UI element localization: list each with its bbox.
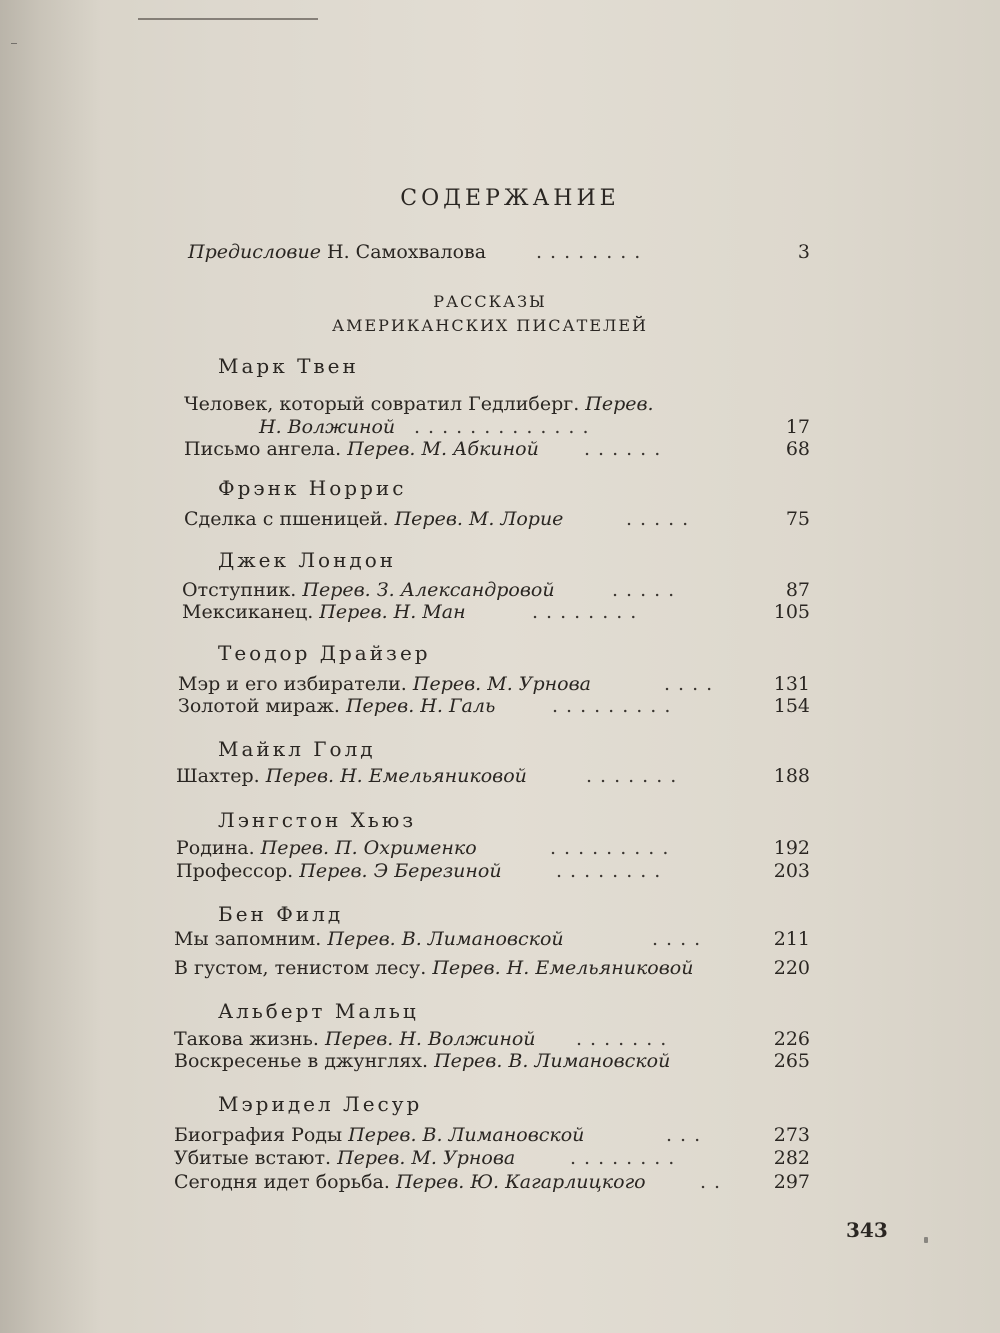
author-name: Майкл Голд [218,737,376,761]
work-line [182,600,810,624]
page-number: 131 [773,673,810,695]
page-number: 68 [785,438,810,460]
author-name: Марк Твен [218,354,359,378]
section-title-line1: РАССКАЗЫ [433,292,547,311]
work-title: Мексиканец. Перев. Н. Ман [182,601,466,623]
paper-mark [924,1237,928,1243]
leader-dots: ..... [612,579,683,601]
work-title: Такова жизнь. Перев. Н. Волжиной [174,1028,536,1050]
page-number: 154 [773,695,810,717]
preface-text [188,240,486,264]
preface-label: Предисловие [188,241,321,263]
paper-mark [11,43,17,44]
page-number: 226 [773,1028,810,1050]
leader-dots: ............. [414,416,597,438]
work-line [182,578,810,602]
author-name: Бен Филд [218,902,344,926]
work-line [174,1049,810,1073]
leader-dots: ........ [570,1147,683,1169]
work-title: Человек, который совратил Гедлиберг. Перев. [184,393,654,415]
author-name: Теодор Драйзер [218,641,431,665]
page-folio: 343 [846,1218,888,1242]
work-line [184,437,810,461]
page-number: 273 [773,1124,810,1146]
leader-dots: ......... [550,837,677,859]
work-title: Убитые встают. Перев. М. Урнова [174,1147,516,1169]
work-title: Воскресенье в джунглях. Перев. В. Лимановской [174,1050,671,1072]
leader-dots: ......... [552,695,679,717]
page-number: 87 [785,579,810,601]
work-title: В густом, тенистом лесу. Перев. Н. Емельяниковой [174,957,694,979]
work-line [178,672,810,696]
contents-page [170,186,820,1193]
author-name: Фрэнк Норрис [218,476,407,500]
work-title: Отступник. Перев. З. Александровой [182,579,555,601]
work-line [174,1146,810,1170]
work-title: Профессор. Перев. Э Березиной [176,860,502,882]
page-number: 17 [785,416,810,438]
work-line [176,859,810,883]
page-number: 211 [773,928,810,950]
leader-dots: ....... [586,765,685,787]
page-number: 282 [773,1147,810,1169]
section-title-line2: АМЕРИКАНСКИХ ПИСАТЕЛЕЙ [331,316,648,335]
work-title: Сделка с пшеницей. Перев. М. Лорие [184,508,564,530]
translator-name: Н. Волжиной [259,416,396,438]
leader-dots: ... [666,1124,709,1146]
work-title: Золотой мираж. Перев. Н. Галь [178,695,496,717]
author-name: Мэридел Лесур [218,1092,423,1116]
author-name: Альберт Мальц [218,999,419,1023]
work-line [174,1170,810,1194]
work-title: Письмо ангела. Перев. М. Абкиной [184,438,539,460]
leader-dots: .... [664,673,721,695]
page-number: 105 [773,601,810,623]
work-line [174,1123,810,1147]
author-name: Лэнгстон Хьюз [218,808,417,832]
leader-dots: .... [652,928,709,950]
work-line [178,694,810,718]
preface-line [188,240,810,264]
page-number: 297 [773,1171,810,1193]
work-line [174,956,810,980]
leader-dots: ...... [584,438,669,460]
preface-author: Н. Самохвалова [327,241,487,263]
page-number: 265 [773,1050,810,1072]
leader-dots: ....... [576,1028,675,1050]
work-title: Мы запомним. Перев. В. Лимановской [174,928,564,950]
work-line [176,836,810,860]
page-number: 192 [773,837,810,859]
work-line [174,1027,810,1051]
leader-dots: ........ [532,601,645,623]
page-number: 75 [785,508,810,530]
leader-dots: ........ [536,241,649,263]
page-number: 203 [773,860,810,882]
leader-dots: .. [700,1171,729,1193]
work-title: Сегодня идет борьба. Перев. Ю. Кагарлицкого [174,1171,646,1193]
work-title: Родина. Перев. П. Охрименко [176,837,477,859]
work-line [176,764,810,788]
leader-dots: ........ [556,860,669,882]
work-line [184,415,810,439]
page-number: 220 [773,957,810,979]
work-line [174,927,810,951]
page-binding-shadow [0,0,100,1333]
work-title: Мэр и его избиратели. Перев. М. Урнова [178,673,591,695]
page-number: 188 [773,765,810,787]
author-name: Джек Лондон [218,548,397,572]
leader-dots: ..... [626,508,697,530]
page-top-rule [138,0,318,20]
work-title: Шахтер. Перев. Н. Емельяниковой [176,765,527,787]
work-line [184,392,810,416]
page-number: 3 [797,241,810,263]
contents-heading: СОДЕРЖАНИЕ [400,186,620,211]
work-title: Биография Роды Перев. В. Лимановской [174,1124,585,1146]
work-line [184,507,810,531]
